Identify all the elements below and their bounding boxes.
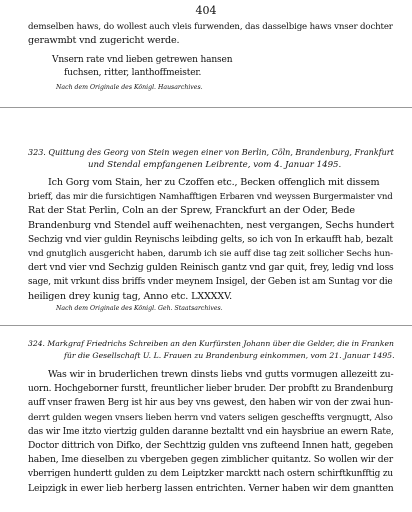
top-section: [28, 20, 392, 48]
closing-address: [52, 54, 412, 80]
heading-line: und Stendal empfangenen Leibrente, vom 4. Januar 1495.: [88, 160, 342, 170]
heading-line: 323. Quittung des Georg von Stein wegen einer von Berlin, Cöln, Brandenburg, Frankfurt: [28, 148, 394, 157]
text-line: brieff, das mir die fursichtigen Namhafftigen Erbaren vnd weyssen Burgermaister vnd: [28, 192, 393, 203]
document-323-heading: [28, 147, 392, 171]
text-line: auff vnser frawen Berg ist hir aus bey vns gewest, den haben wir von der zwai hun-: [28, 398, 393, 409]
section-divider: [0, 107, 412, 108]
text-line: vberrigen hundertt gulden zu dem Leiptzker marcktt nach ostern schirftkunfftig zu: [28, 469, 393, 480]
closing-line: Vnsern rate vnd lieben getrewen hansen: [52, 55, 233, 65]
text-line: Sechzig vnd vier guldin Reynischs leibding gelts, so ich von In erkaufft hab, bezalt: [28, 234, 393, 245]
text-line: Was wir in bruderlichen trewn dinsts liebs vnd gutts vormugen allezeitt zu-: [48, 369, 394, 380]
text-line: dert vnd vier vnd Sechzig gulden Reinisch gantz vnd gar quit, frey, ledig vnd loss: [28, 262, 394, 274]
text-line: demselben haws, do wollest auch vleis furwenden, das dasselbige haws vnser dochter: [28, 22, 393, 32]
text-line: Leipzigk in ewer lieb herberg lassen entrichten. Verner haben wir dem gnantten: [28, 482, 394, 494]
source-note: Nach dem Originale des Königl. Geh. Staatsarchives.: [56, 305, 223, 312]
text-line: sage, mit vrkunt diss briffs vnder meynem Insigel, der Geben ist am Suntag vor die: [28, 277, 393, 288]
text-line: uorn. Hochgeborner furstt, freuntlicher lieber bruder. Der probftt zu Brandenburg: [28, 384, 394, 395]
closing-line: fuchsen, ritter, lanthoffmeister.: [64, 68, 202, 78]
text-line: heiligen drey kunig tag, Anno etc. LXXXXV.: [28, 290, 233, 302]
text-line: Rat der Stat Perlin, Coln an der Sprew, Franckfurt an der Oder, Bede: [28, 205, 355, 217]
document-324-body: [28, 368, 392, 496]
section-divider: [0, 325, 412, 326]
text-line: das wir Ime itzto viertzig gulden daranne beztaltt vnd ein haysbriue an ewern Rate,: [28, 426, 394, 437]
text-line: gerawmbt vnd zugericht werde.: [28, 35, 180, 47]
text-line: Doctor dittrich von Difko, der Sechttzig gulden vns zufteend Innen hatt, gegeben: [28, 441, 394, 452]
text-line: haben, Ime dieselben zu vbergeben gegen zimblicher quitantz. So wollen wir der: [28, 455, 393, 466]
heading-line: 324. Markgraf Friedrichs Schreiben an den Kurfürsten Johann über die Gelder, die in Franken: [28, 339, 394, 348]
heading-line: für die Gesellschaft U. L. Frauen zu Brandenburg einkommen, vom 21. Januar 1495.: [64, 351, 395, 360]
page-number: 404: [195, 4, 217, 17]
text-line: Ich Gorg vom Stain, her zu Czoffen etc., Becken offenglich mit dissem: [48, 177, 380, 188]
document-323-body: [28, 176, 395, 304]
document-324-heading: [28, 338, 395, 362]
text-line: vnd gnutglich ausgericht haben, darumb ich sie auff dise tag zeit sollicher Sechs hun-: [28, 249, 393, 260]
text-line: Brandenburg vnd Stendel auff weihenachten, nest vergangen, Sechs hundert: [28, 219, 395, 231]
source-note: Nach dem Originale des Königl. Hausarchives.: [56, 84, 203, 91]
text-line: derrt gulden wegen vnsers lieben herrn vnd vaters seligen gescheffts vergnugtt, Also: [28, 412, 393, 423]
